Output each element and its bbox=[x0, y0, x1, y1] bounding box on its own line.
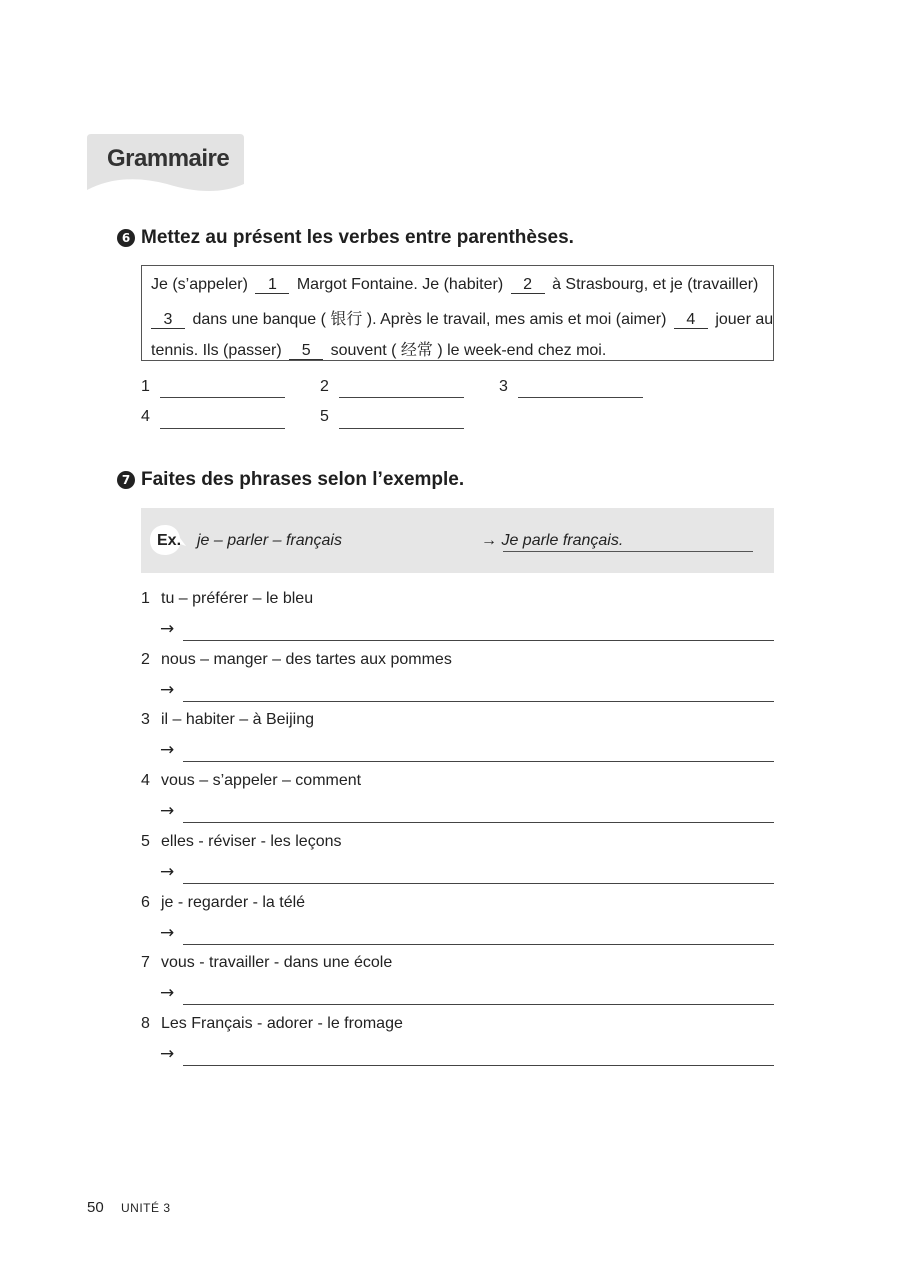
answer-write-line[interactable] bbox=[183, 944, 774, 945]
unit-label: UNITÉ 3 bbox=[121, 1201, 171, 1215]
blank-5: 5 bbox=[289, 342, 323, 360]
answer-line-2[interactable] bbox=[339, 397, 464, 398]
item-number: 7 bbox=[141, 954, 150, 971]
item-number: 8 bbox=[141, 1015, 150, 1032]
page-number: 50 bbox=[87, 1199, 104, 1216]
item-prompt: vous - travailler - dans une école bbox=[161, 954, 393, 971]
text-segment: souvent ( 经常 ) le week-end chez moi. bbox=[330, 342, 607, 359]
exercise-7-instruction: Faites des phrases selon l’exemple. bbox=[141, 469, 465, 490]
item-prompt: je - regarder - la télé bbox=[161, 894, 306, 911]
answer-write-line[interactable] bbox=[183, 822, 774, 823]
arrow-icon: → bbox=[160, 862, 175, 882]
text-segment: tennis. Ils (passer) bbox=[151, 342, 282, 359]
answer-number-4: 4 bbox=[141, 408, 150, 425]
example-badge-label: Ex. bbox=[157, 532, 182, 549]
item-number: 1 bbox=[141, 590, 150, 607]
example-prompt: je – parler – français bbox=[197, 532, 342, 549]
answer-line-3[interactable] bbox=[518, 397, 643, 398]
answer-write-line[interactable] bbox=[183, 1065, 774, 1066]
answer-number-2: 2 bbox=[320, 378, 329, 395]
exercise-6-text-box bbox=[141, 265, 774, 361]
text-segment: Je (s’appeler) bbox=[151, 276, 248, 293]
exercise-6-line-1 bbox=[151, 276, 758, 294]
exercise-6-number: 6 bbox=[117, 229, 135, 247]
answer-line-5[interactable] bbox=[339, 428, 464, 429]
item-prompt: vous – s’appeler – comment bbox=[161, 772, 362, 789]
answer-write-line[interactable] bbox=[183, 1004, 774, 1005]
item-prompt: nous – manger – des tartes aux pommes bbox=[161, 651, 452, 668]
answer-number-3: 3 bbox=[499, 378, 508, 395]
arrow-icon: → bbox=[160, 1044, 175, 1064]
section-tab bbox=[87, 134, 244, 196]
blank-4: 4 bbox=[674, 311, 708, 329]
item-number: 6 bbox=[141, 894, 150, 911]
blank-1: 1 bbox=[255, 276, 289, 294]
item-prompt: tu – préférer – le bleu bbox=[161, 590, 314, 607]
section-title: Grammaire bbox=[107, 145, 230, 172]
item-prompt: il – habiter – à Beijing bbox=[161, 711, 314, 728]
example-answer: → Je parle français. bbox=[481, 532, 624, 549]
item-number: 5 bbox=[141, 833, 150, 850]
text-segment: Margot Fontaine. Je (habiter) bbox=[296, 276, 504, 293]
arrow-icon: → bbox=[160, 740, 175, 760]
example-badge bbox=[149, 524, 187, 558]
arrow-icon: → bbox=[160, 923, 175, 943]
item-number: 3 bbox=[141, 711, 150, 728]
arrow-icon: → bbox=[160, 801, 175, 821]
example-answer-underline bbox=[503, 551, 753, 552]
arrow-icon: → bbox=[160, 680, 175, 700]
exercise-6-line-2 bbox=[151, 306, 773, 329]
item-number: 4 bbox=[141, 772, 150, 789]
exercise-6-line-3 bbox=[151, 337, 606, 360]
text-segment: à Strasbourg, et je (travailler) bbox=[552, 276, 759, 293]
blank-3: 3 bbox=[151, 311, 185, 329]
blank-2: 2 bbox=[511, 276, 545, 294]
arrow-icon: → bbox=[160, 983, 175, 1003]
item-prompt: elles - réviser - les leçons bbox=[161, 833, 342, 850]
answer-write-line[interactable] bbox=[183, 883, 774, 884]
answer-number-1: 1 bbox=[141, 378, 150, 395]
answer-line-1[interactable] bbox=[160, 397, 285, 398]
answer-write-line[interactable] bbox=[183, 640, 774, 641]
text-segment: jouer au bbox=[715, 311, 774, 328]
answer-write-line[interactable] bbox=[183, 701, 774, 702]
answer-line-4[interactable] bbox=[160, 428, 285, 429]
exercise-7-number: 7 bbox=[117, 471, 135, 489]
example-box bbox=[141, 508, 774, 573]
exercise-6-instruction: Mettez au présent les verbes entre parenthèses. bbox=[141, 227, 574, 248]
arrow-icon: → bbox=[160, 619, 175, 639]
text-segment: dans une banque ( 银行 ). Après le travail, mes amis et moi (aimer) bbox=[192, 311, 667, 328]
answer-write-line[interactable] bbox=[183, 761, 774, 762]
item-number: 2 bbox=[141, 651, 150, 668]
exercise-7-heading bbox=[117, 469, 464, 491]
exercise-6-heading bbox=[117, 227, 574, 249]
item-prompt: Les Français - adorer - le fromage bbox=[161, 1015, 403, 1032]
answer-number-5: 5 bbox=[320, 408, 329, 425]
